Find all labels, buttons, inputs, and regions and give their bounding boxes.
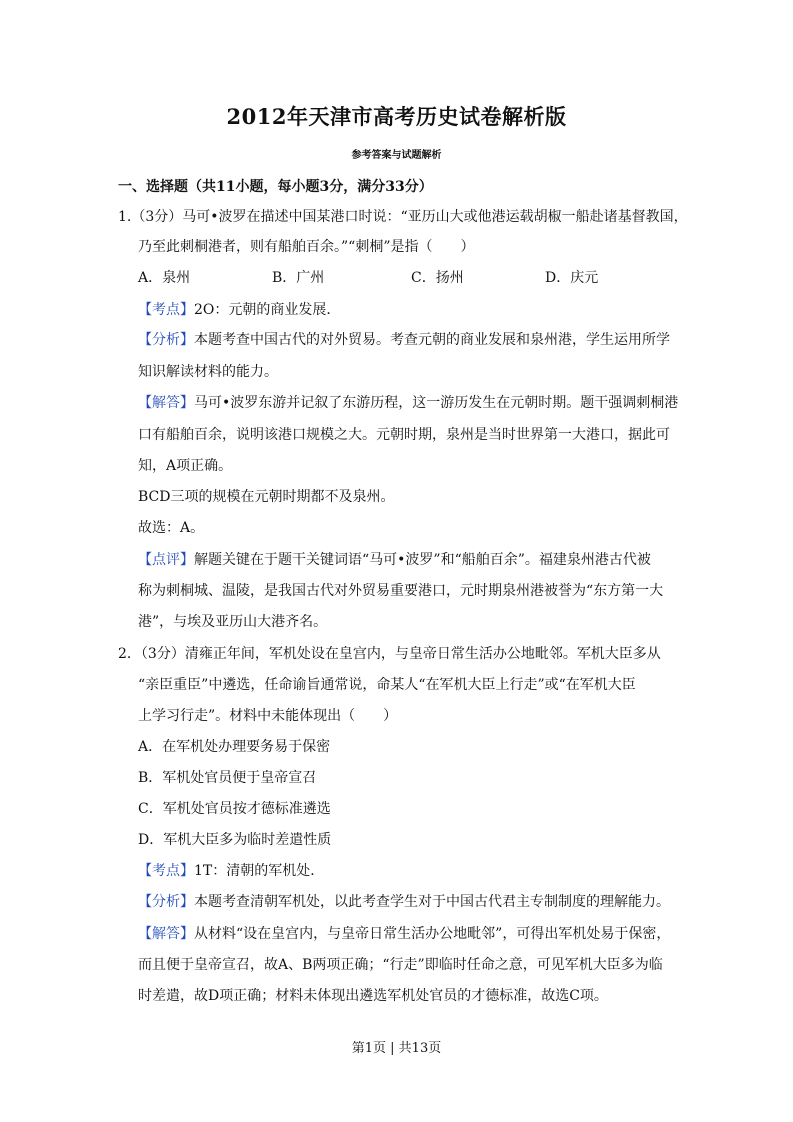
- q2-option-a: A．在军机处办理要务易于保密: [138, 739, 331, 755]
- q1-kaodian: [138, 300, 340, 320]
- q2-fenxi-tag: 【分析】: [138, 894, 194, 910]
- q1-jieda-line4: BCD三项的规模在元朝时期都不及泉州。: [138, 489, 395, 505]
- q1-fenxi-line1: [138, 330, 670, 350]
- page-title: 2012年天津市高考历史试卷解析版: [226, 104, 567, 129]
- q1-jieda-line3: 知，A项正确。: [138, 458, 233, 474]
- q2-stem-line2: “亲臣重臣”中遴选，任命谕旨通常说，命某人“在军机大臣上行走”或“在军机大臣: [138, 677, 636, 693]
- q1-stem-line1: 1.（3分）马可•波罗在描述中国某港口时说：“亚历山大或他港运载胡椒一船赴诸基督教国，: [118, 209, 688, 225]
- q1-option-b: B．广州: [272, 270, 325, 286]
- q1-jieda-line2: 口有船舶百余，说明该港口规模之大。元朝时期，泉州是当时世界第一大港口，据此可: [138, 427, 670, 443]
- q2-option-d: D．军机大臣多为临时差遣性质: [138, 832, 332, 848]
- q2-option-c: C．军机处官员按才德标准遴选: [138, 801, 331, 817]
- q1-jieda-line5: 故选：A。: [138, 520, 205, 536]
- q2-jieda-line2: 而且便于皇帝宣召，故A、B两项正确；“行走”即临时任命之意，可见军机大臣多为临: [138, 957, 663, 973]
- q2-kaodian-text: 1T：清朝的军机处．: [194, 863, 325, 879]
- q1-option-c: C．扬州: [411, 270, 464, 286]
- q1-fenxi-tag: 【分析】: [138, 332, 194, 348]
- q2-jieda-tag: 【解答】: [138, 926, 194, 942]
- q1-jieda-line1: [138, 393, 678, 413]
- q1-option-a: A．泉州: [138, 270, 191, 286]
- q1-dianping-line1: [138, 550, 651, 570]
- q2-jieda-line1: [138, 924, 670, 944]
- q1-dianping-line3: 港”，与埃及亚历山大港齐名。: [138, 614, 328, 630]
- q1-kaodian-text: 2O：元朝的商业发展．: [194, 302, 341, 318]
- q1-fenxi-line2: 知识解读材料的能力。: [138, 364, 278, 380]
- q1-fenxi-text1: 本题考查中国古代的对外贸易。考查元朝的商业发展和泉州港，学生运用所学: [194, 332, 670, 348]
- page-subtitle: 参考答案与试题解析: [351, 150, 442, 161]
- q1-dianping-tag: 【点评】: [138, 552, 194, 568]
- q1-jieda-text1: 马可•波罗东游并记叙了东游历程，这一游历发生在元朝时期。题干强调刺桐港: [194, 395, 679, 411]
- q1-dianping-line2: 称为刺桐城、温陵，是我国古代对外贸易重要港口，元时期泉州港被誉为“东方第一大: [138, 583, 664, 599]
- q2-stem-line1: 2．（3分）清雍正年间，军机处设在皇宫内，与皇帝日常生活办公地毗邻。军机大臣多从: [118, 646, 661, 662]
- q2-fenxi-line1: [138, 892, 670, 912]
- q1-dianping-text1: 解题关键在于题干关键词语“马可•波罗”和“船舶百余”。福建泉州港古代被: [194, 552, 651, 568]
- q2-kaodian: [138, 861, 324, 881]
- q1-stem-line2: 乃至此刺桐港者，则有船舶百余。”“刺桐”是指（ ）: [138, 239, 475, 255]
- q1-kaodian-tag: 【考点】: [138, 302, 194, 318]
- q2-kaodian-tag: 【考点】: [138, 863, 194, 879]
- q2-jieda-line3: 时差遣，故D项正确；材料未体现出遴选军机处官员的才德标准，故选C项。: [138, 988, 608, 1004]
- page-footer: 第1页 | 共13页: [351, 1041, 442, 1056]
- q2-stem-line3: 上学习行走”。材料中未能体现出（ ）: [138, 708, 398, 724]
- q2-jieda-text1: 从材料“设在皇宫内，与皇帝日常生活办公地毗邻”，可得出军机处易于保密，: [194, 926, 671, 942]
- section-heading: 一、选择题（共11小题，每小题3分，满分33分）: [118, 179, 433, 195]
- q1-option-d: D．庆元: [545, 270, 599, 286]
- q2-fenxi-text1: 本题考查清朝军机处，以此考查学生对于中国古代君主专制制度的理解能力。: [194, 894, 670, 910]
- q2-option-b: B．军机处官员便于皇帝宣召: [138, 770, 317, 786]
- q1-jieda-tag: 【解答】: [138, 395, 194, 411]
